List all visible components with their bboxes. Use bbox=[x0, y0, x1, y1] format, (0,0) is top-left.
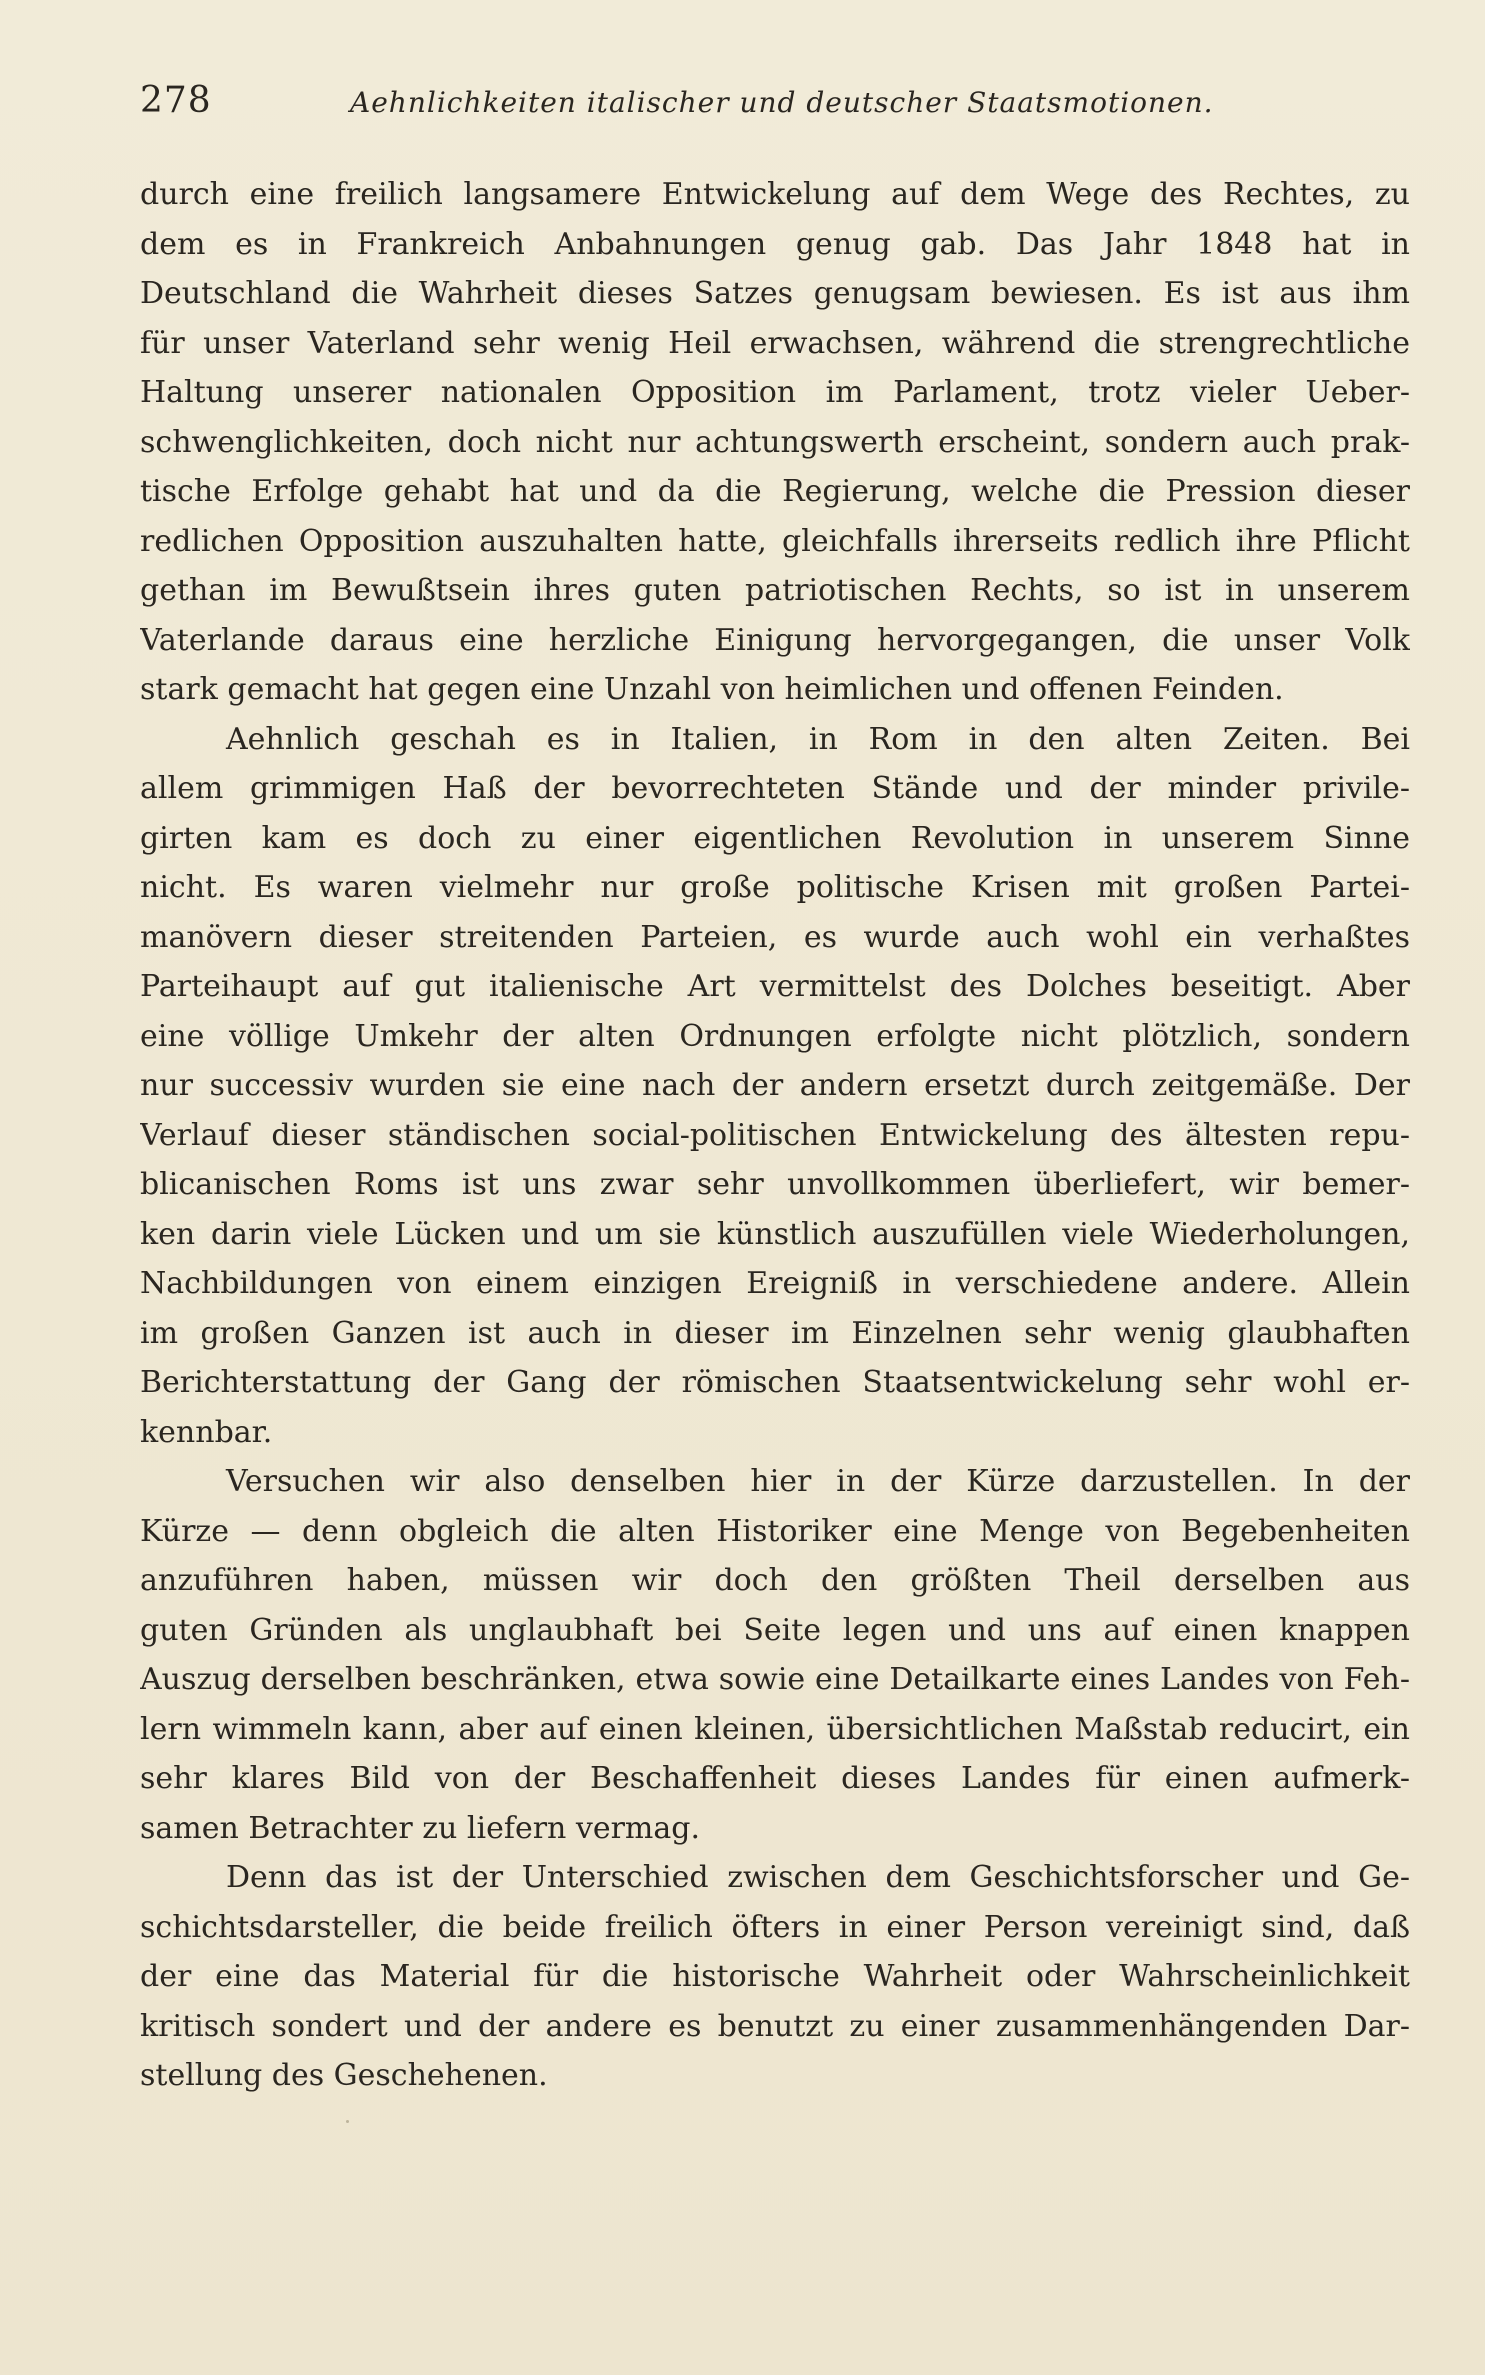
text-line: manövern dieser streitenden Parteien, es wurde auch wohl ein verhaßtes bbox=[140, 919, 1410, 955]
text-line: Vaterlande daraus eine herzliche Einigung hervorgegangen, die unser Volk bbox=[140, 622, 1410, 658]
text-line: Versuchen wir also denselben hier in der Kürze darzustellen. In der bbox=[226, 1464, 1410, 1499]
text-line: redlichen Opposition auszuhalten hatte, gleichfalls ihrerseits redlich ihre Pflicht bbox=[140, 523, 1410, 559]
text-line: schichtsdarsteller, die beide freilich öfters in einer Person vereinigt sind, daß bbox=[140, 1909, 1410, 1945]
text-line: Parteihaupt auf gut italienische Art vermittelst des Dolches beseitigt. Aber bbox=[140, 969, 1410, 1004]
text-line: Auszug derselben beschränken, etwa sowie eine Detailkarte eines Landes von Feh- bbox=[140, 1662, 1410, 1697]
text-line: sehr klares Bild von der Beschaffenheit dieses Landes für einen aufmerk- bbox=[140, 1761, 1410, 1796]
text-line: tische Erfolge gehabt hat und da die Regierung, welche die Pression dieser bbox=[140, 474, 1410, 509]
text-line: ken darin viele Lücken und um sie künstlich auszufüllen viele Wiederholungen, bbox=[140, 1216, 1410, 1252]
text-line: stellung des Geschehenen. bbox=[140, 2058, 548, 2093]
text-line: Haltung unserer nationalen Opposition im Parlament, trotz vieler Ueber- bbox=[140, 375, 1410, 410]
text-line: blicanischen Roms ist uns zwar sehr unvollkommen überliefert, wir bemer- bbox=[140, 1167, 1410, 1202]
text-line: Kürze — denn obgleich die alten Historiker eine Menge von Begebenheiten bbox=[140, 1513, 1410, 1549]
text-line: samen Betrachter zu liefern vermag. bbox=[140, 1810, 701, 1846]
paper-speck bbox=[346, 2120, 349, 2123]
text-line: nur successiv wurden sie eine nach der andern ersetzt durch zeitgemäße. Der bbox=[140, 1068, 1410, 1103]
running-head: Aehnlichkeiten italischer und deutscher Staatsmotionen. bbox=[350, 86, 1214, 119]
page-header bbox=[140, 80, 1355, 130]
text-line: Nachbildungen von einem einzigen Ereigniß in verschiedene andere. Allein bbox=[140, 1266, 1410, 1301]
text-line: im großen Ganzen ist auch in dieser im Einzelnen sehr wenig glaubhaften bbox=[140, 1315, 1410, 1351]
text-line: allem grimmigen Haß der bevorrechteten Stände und der minder privile- bbox=[140, 771, 1410, 806]
text-line: Denn das ist der Unterschied zwischen dem Geschichtsforscher und Ge- bbox=[226, 1860, 1410, 1895]
text-line: eine völlige Umkehr der alten Ordnungen erfolgte nicht plötzlich, sondern bbox=[140, 1018, 1410, 1054]
text-line: stark gemacht hat gegen eine Unzahl von heimlichen und offenen Feinden. bbox=[140, 672, 1284, 707]
text-line: der eine das Material für die historische Wahrheit oder Wahrscheinlichkeit bbox=[140, 1959, 1410, 1994]
page-number: 278 bbox=[140, 80, 212, 121]
text-line: lern wimmeln kann, aber auf einen kleinen, übersichtlichen Maßstab reducirt, ein bbox=[140, 1711, 1410, 1747]
text-line: für unser Vaterland sehr wenig Heil erwachsen, während die strengrechtliche bbox=[140, 325, 1410, 361]
text-line: kritisch sondert und der andere es benutzt zu einer zusammenhängenden Dar- bbox=[140, 2008, 1410, 2044]
text-line: nicht. Es waren vielmehr nur große politische Krisen mit großen Partei- bbox=[140, 870, 1410, 905]
text-line: gethan im Bewußtsein ihres guten patriotischen Rechts, so ist in unserem bbox=[140, 573, 1410, 608]
text-line: guten Gründen als unglaubhaft bei Seite legen und uns auf einen knappen bbox=[140, 1612, 1410, 1648]
body-text bbox=[140, 170, 1410, 2101]
text-line: anzuführen haben, müssen wir doch den größten Theil derselben aus bbox=[140, 1563, 1410, 1598]
text-line: Berichterstattung der Gang der römischen Staatsentwickelung sehr wohl er- bbox=[140, 1365, 1410, 1400]
text-line: Verlauf dieser ständischen social-politischen Entwickelung des ältesten repu- bbox=[140, 1117, 1410, 1153]
text-line: Aehnlich geschah es in Italien, in Rom in den alten Zeiten. Bei bbox=[226, 721, 1410, 757]
text-line: Deutschland die Wahrheit dieses Satzes genugsam bewiesen. Es ist aus ihm bbox=[140, 276, 1410, 311]
text-line: schwenglichkeiten, doch nicht nur achtungswerth erscheint, sondern auch prak- bbox=[140, 424, 1410, 460]
text-line: durch eine freilich langsamere Entwickelung auf dem Wege des Rechtes, zu bbox=[140, 177, 1410, 212]
text-line: kennbar. bbox=[140, 1414, 273, 1450]
text-line: girten kam es doch zu einer eigentlichen Revolution in unserem Sinne bbox=[140, 820, 1410, 856]
text-line: dem es in Frankreich Anbahnungen genug gab. Das Jahr 1848 hat in bbox=[140, 226, 1410, 262]
